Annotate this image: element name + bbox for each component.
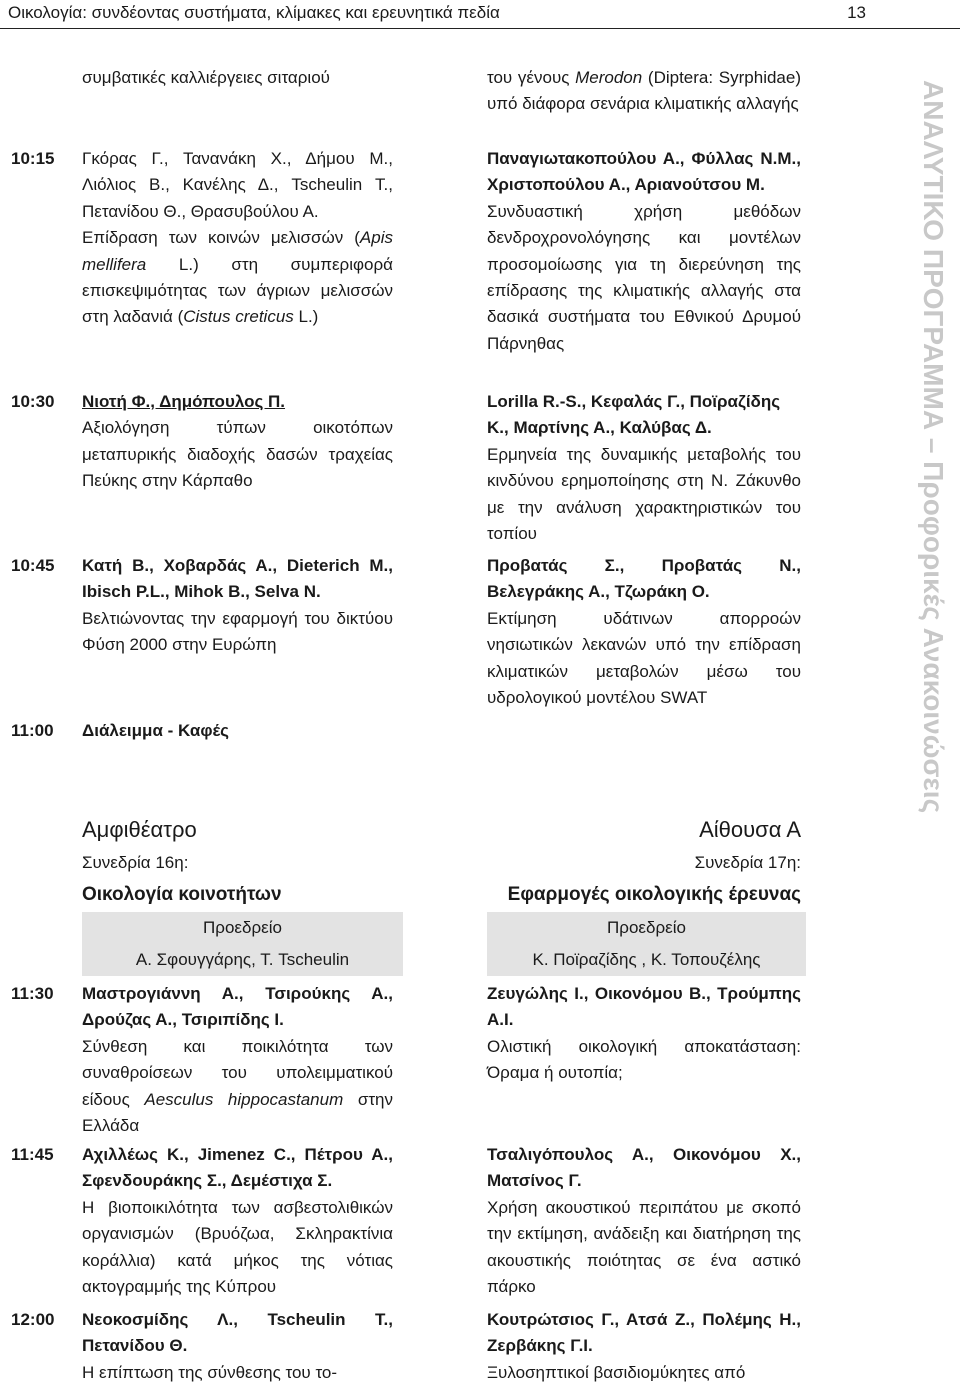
talk-entry [82,1307,393,1386]
chair-names: Α. Σφουγγάρης, Τ. Tscheulin [82,944,403,976]
room-name: Αίθουσα Α [699,817,801,842]
sidebar-label: ΑΝΑΛΥΤΙΚΟ ΠΡΟΓΡΑΜΜΑ – Προφορικές Ανακοινώσεις [918,80,949,814]
talk-authors: Νιοτή Φ., Δημόπουλος Π. [82,392,286,411]
talk-authors: Παναγιωτακοπούλου Α., Φύλλας Ν.Μ., Χριστοπούλου Α., Αριανούτσου Μ. [487,149,801,195]
talk-entry [487,389,801,547]
talk-time: 11:30 [11,984,54,1003]
talk-authors: Lorilla R.-S., Κεφαλάς Γ., Ποϊραζίδης Κ., Μαρτίνης Α., Καλύβας Δ. [487,392,781,438]
talk-authors: Ζευγώλης Ι., Οικονόμου Β., Τρούμπης Α.Ι. [487,984,801,1030]
session-number: Συνεδρία 17η: [694,853,801,872]
talk-title: Βελτιώνοντας την εφαρμογή του δικτύου Φύση 2000 στην Ευρώπη [82,608,393,655]
talk-time: 12:00 [11,1310,55,1329]
talk-title: Ολιστική οικολογική αποκατάσταση: Όραμα ή ουτοπία; [487,1036,801,1083]
session-theme: Εφαρμογές οικολογικής έρευνας [507,884,801,905]
talk-entry [82,553,393,659]
talk-authors: Τσαλιγόπουλος Α., Οικονόμου Χ., Ματσίνος Γ. [487,1145,801,1191]
session-number: Συνεδρία 16η: [82,853,189,872]
page-number: 13 [847,3,866,22]
talk-entry [82,146,393,331]
talk-title: Χρήση ακουστικού περιπάτου με σκοπό την εκτίμηση, ανάδειξη και διατήρηση της ακουστικής ποιότητας σε ένα αστικό πάρκο [487,1197,801,1297]
chair-label: Προεδρείο [82,912,403,944]
talk-title: Ξυλοσηπτικοί βασιδιομύκητες από [487,1362,746,1382]
talk-time: 11:45 [11,1145,54,1164]
talk-authors: Γκόρας Γ., Τανανάκη Χ., Δήμου Μ., Λιόλιος Β., Κανέλης Δ., Tscheulin Τ., Πετανίδου Θ., Θρασυβούλου Α. [82,149,393,221]
talk-time: 10:45 [11,556,55,575]
talk-title: Αξιολόγηση τύπων οικοτόπων μεταπυρικής διαδοχής δασών τραχείας Πεύκης στην Κάρπαθο [82,418,393,491]
talk-entry [82,389,393,495]
chair-names: Κ. Ποϊραζίδης , Κ. Τοπουζέλης [487,944,806,976]
talk-title: Συνδυαστική χρήση μεθόδων δενδροχρονολόγησης και μοντέλων προσομοίωσης για τη διερεύνηση της επίδρασης της κλιματικής αλλαγής στα δασικά συστήματα του Εθνικού Δρυμού Πάρνηθας [487,201,801,353]
talk-entry [487,1307,801,1386]
room-name: Αμφιθέατρο [82,817,197,842]
talk-time: 10:30 [11,392,55,411]
right-intro-text: του γένους Merodon (Diptera: Syrphidae) υπό διάφορα σενάρια κλιματικής αλλαγής [487,68,801,114]
talk-authors: Νεοκοσμίδης Λ., Tscheulin Τ., Πετανίδου Θ. [82,1310,393,1356]
talk-entry [82,1142,393,1300]
talk-title: Επίδραση των κοινών μελισσών (Apis mellifera L.) στη συμπεριφορά επισκεψιμότητας των άγριων μελισσών στη λαδανιά (Cistus creticus L.) [82,228,393,327]
talk-title: Η βιοποικιλότητα των ασβεστολιθικών οργανισμών (Βρυόζωα, Σκληρακτίνια κοράλλια) κατά μήκος της νότιας ακτογραμμής της Κύπρου [82,1197,393,1297]
chair-label: Προεδρείο [487,912,806,944]
left-intro-text: συμβατικές καλλιέργειες σιταριού [82,68,330,87]
talk-authors: Προβατάς Σ., Προβατάς Ν., Βελεγράκης Α., Τζωράκη Ο. [487,556,801,602]
talk-authors: Κουτρώτσιος Γ., Ατσά Ζ., Πολέμης Η., Ζερβάκης Γ.Ι. [487,1310,801,1356]
page-header [0,0,960,29]
talk-time: 10:15 [11,149,55,168]
talk-title: Ερμηνεία της δυναμικής μεταβολής του κινδύνου ερημοποίησης στη Ν. Ζάκυνθο με την ανάλυση χαρακτηριστικών του τοπίου [487,444,801,544]
talk-title: Εκτίμηση υδάτινων απορροών νησιωτικών λεκανών υπό την επίδραση κλιματικών μεταβολών μέσω του υδρολογικού μοντέλου SWAT [487,608,801,708]
coffee-break: Διάλειμμα - Καφές [82,721,230,740]
talk-entry [82,981,393,1139]
talk-entry [487,1142,801,1300]
talk-entry [487,981,801,1087]
talk-time: 11:00 [11,721,54,740]
talk-title: Η επίπτωση της σύνθεσης του το- [82,1362,338,1382]
talk-authors: Αχιλλέως Κ., Jimenez C., Πέτρου Α., Σφενδουράκης Σ., Δεμέστιχα Σ. [82,1145,393,1191]
talk-entry [487,146,801,357]
talk-title: Σύνθεση και ποικιλότητα των συναθροίσεων του υπολειμματικού είδους Aesculus hippocastanum στην Ελλάδα [82,1036,393,1136]
talk-entry [487,553,801,711]
session-theme: Οικολογία κοινοτήτων [82,884,282,905]
running-title: Οικολογία: συνδέοντας συστήματα, κλίμακες και ερευνητικά πεδία [8,3,500,22]
talk-authors: Μαστρογιάννη Α., Τσιρούκης Α., Δρούζας Α., Τσιριπίδης Ι. [82,984,393,1030]
talk-authors: Κατή Β., Χοβαρδάς Α., Dieterich M., Ibisch P.L., Mihok B., Selva N. [82,556,393,602]
